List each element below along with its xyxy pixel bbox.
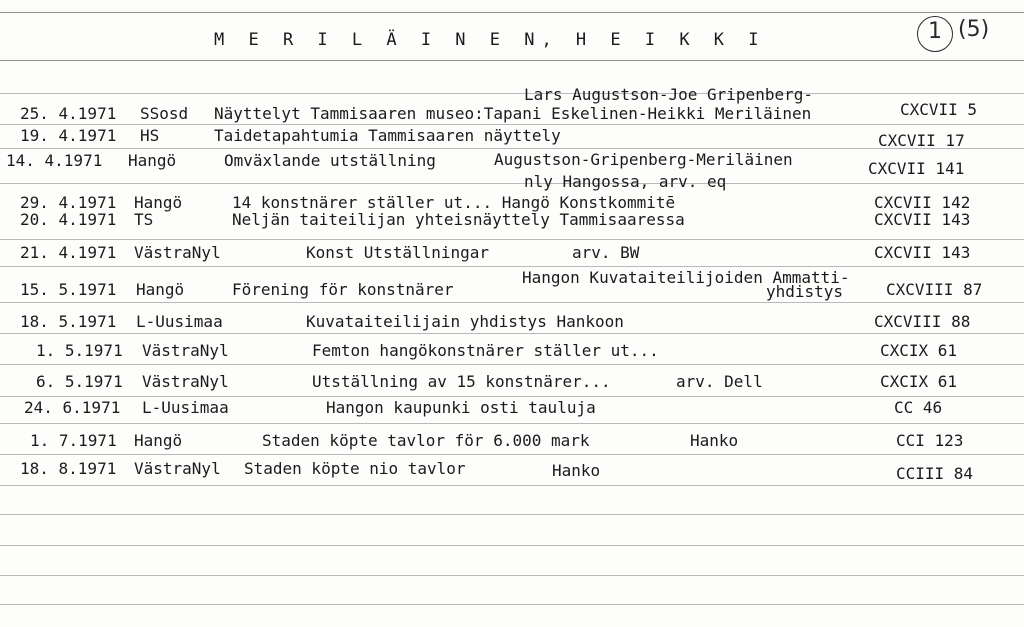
ruled-line — [0, 423, 1024, 424]
entry-text: Utställning av 15 konstnärer... — [312, 372, 611, 391]
ruled-line — [0, 454, 1024, 455]
entry-text: Hangon kaupunki osti tauluja — [326, 398, 596, 417]
ruled-line — [0, 364, 1024, 365]
entry-date: 19. 4.1971 — [20, 126, 117, 145]
entry-text: Femton hangökonstnärer ställer ut... — [312, 341, 659, 360]
entry-text: Neljän taiteilijan yhteisnäyttely Tammisaaressa — [232, 210, 685, 229]
ruled-line — [0, 12, 1024, 13]
entry-source: VästraNyl — [142, 372, 229, 391]
ruled-line — [0, 545, 1024, 546]
card-title: M E R I L Ä I N E N, H E I K K I — [214, 30, 766, 50]
entry-source: Hangö — [134, 431, 183, 450]
entry-text: 14 konstnärer ställer ut... Hangö Konstkommitē — [232, 193, 676, 212]
entry-date: 25. 4.1971 — [20, 104, 117, 123]
entry-date: 14. 4.1971 — [6, 151, 103, 170]
entry-ref: CXCIX 61 — [880, 341, 958, 360]
entry-ref: CXCVII 141 — [868, 159, 965, 178]
entry-source: L-Uusimaa — [142, 398, 229, 417]
entry-date: 21. 4.1971 — [20, 243, 117, 262]
entry-ref: CC 46 — [894, 398, 943, 417]
entry-source: SSosd — [140, 104, 189, 123]
ruled-line — [0, 333, 1024, 334]
entry-note-below: nly Hangossa, arv. eq — [524, 172, 727, 191]
ruled-line — [0, 514, 1024, 515]
entry-text: Staden köpte nio tavlor — [244, 459, 466, 478]
ruled-line — [0, 60, 1024, 61]
entry-ref: CXCVII 5 — [900, 100, 978, 119]
entry-source: TS — [134, 210, 154, 229]
ruled-line — [0, 148, 1024, 149]
entry-text-secondary: Hanko — [690, 431, 739, 450]
entry-note-above: Lars Augustson-Joe Gripenberg- — [524, 85, 813, 104]
entry-source: VästraNyl — [134, 459, 221, 478]
entry-text: Förening för konstnärer — [232, 280, 454, 299]
ruled-line — [0, 575, 1024, 576]
entry-source: Hangö — [128, 151, 177, 170]
entry-date: 18. 8.1971 — [20, 459, 117, 478]
page-marker: 1 — [928, 19, 942, 44]
entry-text-secondary: arv. Dell — [676, 372, 763, 391]
entry-ref: CXCVIII 88 — [874, 312, 971, 331]
entry-date: 29. 4.1971 — [20, 193, 117, 212]
entry-text: Omväxlande utställning — [224, 151, 436, 170]
entry-source: Hangö — [134, 193, 183, 212]
entry-source: VästraNyl — [134, 243, 221, 262]
entry-text-secondary: Hanko — [552, 461, 601, 480]
entry-source: HS — [140, 126, 160, 145]
entry-source: VästraNyl — [142, 341, 229, 360]
ruled-line — [0, 183, 1024, 184]
entry-date: 1. 7.1971 — [30, 431, 117, 450]
entry-ref: CXCVII 143 — [874, 243, 971, 262]
entry-text: Konst Utställningar — [306, 243, 490, 262]
entry-ref: CCI 123 — [896, 431, 964, 450]
entry-text: Kuvataiteilijain yhdistys Hankoon — [306, 312, 624, 331]
entry-date: 6. 5.1971 — [36, 372, 123, 391]
entry-text-secondary: Augustson-Gripenberg-Meriläinen — [494, 150, 793, 169]
entry-date: 24. 6.1971 — [24, 398, 121, 417]
entry-text: Staden köpte tavlor för 6.000 mark — [262, 431, 590, 450]
entry-source: L-Uusimaa — [136, 312, 223, 331]
entry-ref: CXCVII 142 — [874, 193, 971, 212]
ruled-line — [0, 239, 1024, 240]
entry-ref: CXCIX 61 — [880, 372, 958, 391]
entry-ref: CXCVII 17 — [878, 131, 965, 150]
entry-text-secondary: arv. BW — [572, 243, 640, 262]
ruled-line — [0, 396, 1024, 397]
ruled-line — [0, 302, 1024, 303]
entry-text: Näyttelyt Tammisaaren museo:Tapani Eskelinen-Heikki Meriläinen — [214, 104, 812, 123]
entry-source: Hangö — [136, 280, 185, 299]
page-total: (5) — [958, 17, 990, 42]
ruled-line — [0, 485, 1024, 486]
entry-ref: CXCVII 143 — [874, 210, 971, 229]
entry-note-below: yhdistys — [766, 282, 844, 301]
ruled-line — [0, 266, 1024, 267]
entry-date: 15. 5.1971 — [20, 280, 117, 299]
entry-date: 18. 5.1971 — [20, 312, 117, 331]
entry-ref: CXCVIII 87 — [886, 280, 983, 299]
ruled-line — [0, 604, 1024, 605]
entry-text: Taidetapahtumia Tammisaaren näyttely — [214, 126, 561, 145]
ruled-line — [0, 124, 1024, 125]
entry-date: 1. 5.1971 — [36, 341, 123, 360]
entry-note-above: Hangon Kuvataiteilijoiden Ammatti- — [522, 268, 850, 287]
ruled-line — [0, 93, 1024, 94]
entry-date: 20. 4.1971 — [20, 210, 117, 229]
entry-ref: CCIII 84 — [896, 464, 974, 483]
